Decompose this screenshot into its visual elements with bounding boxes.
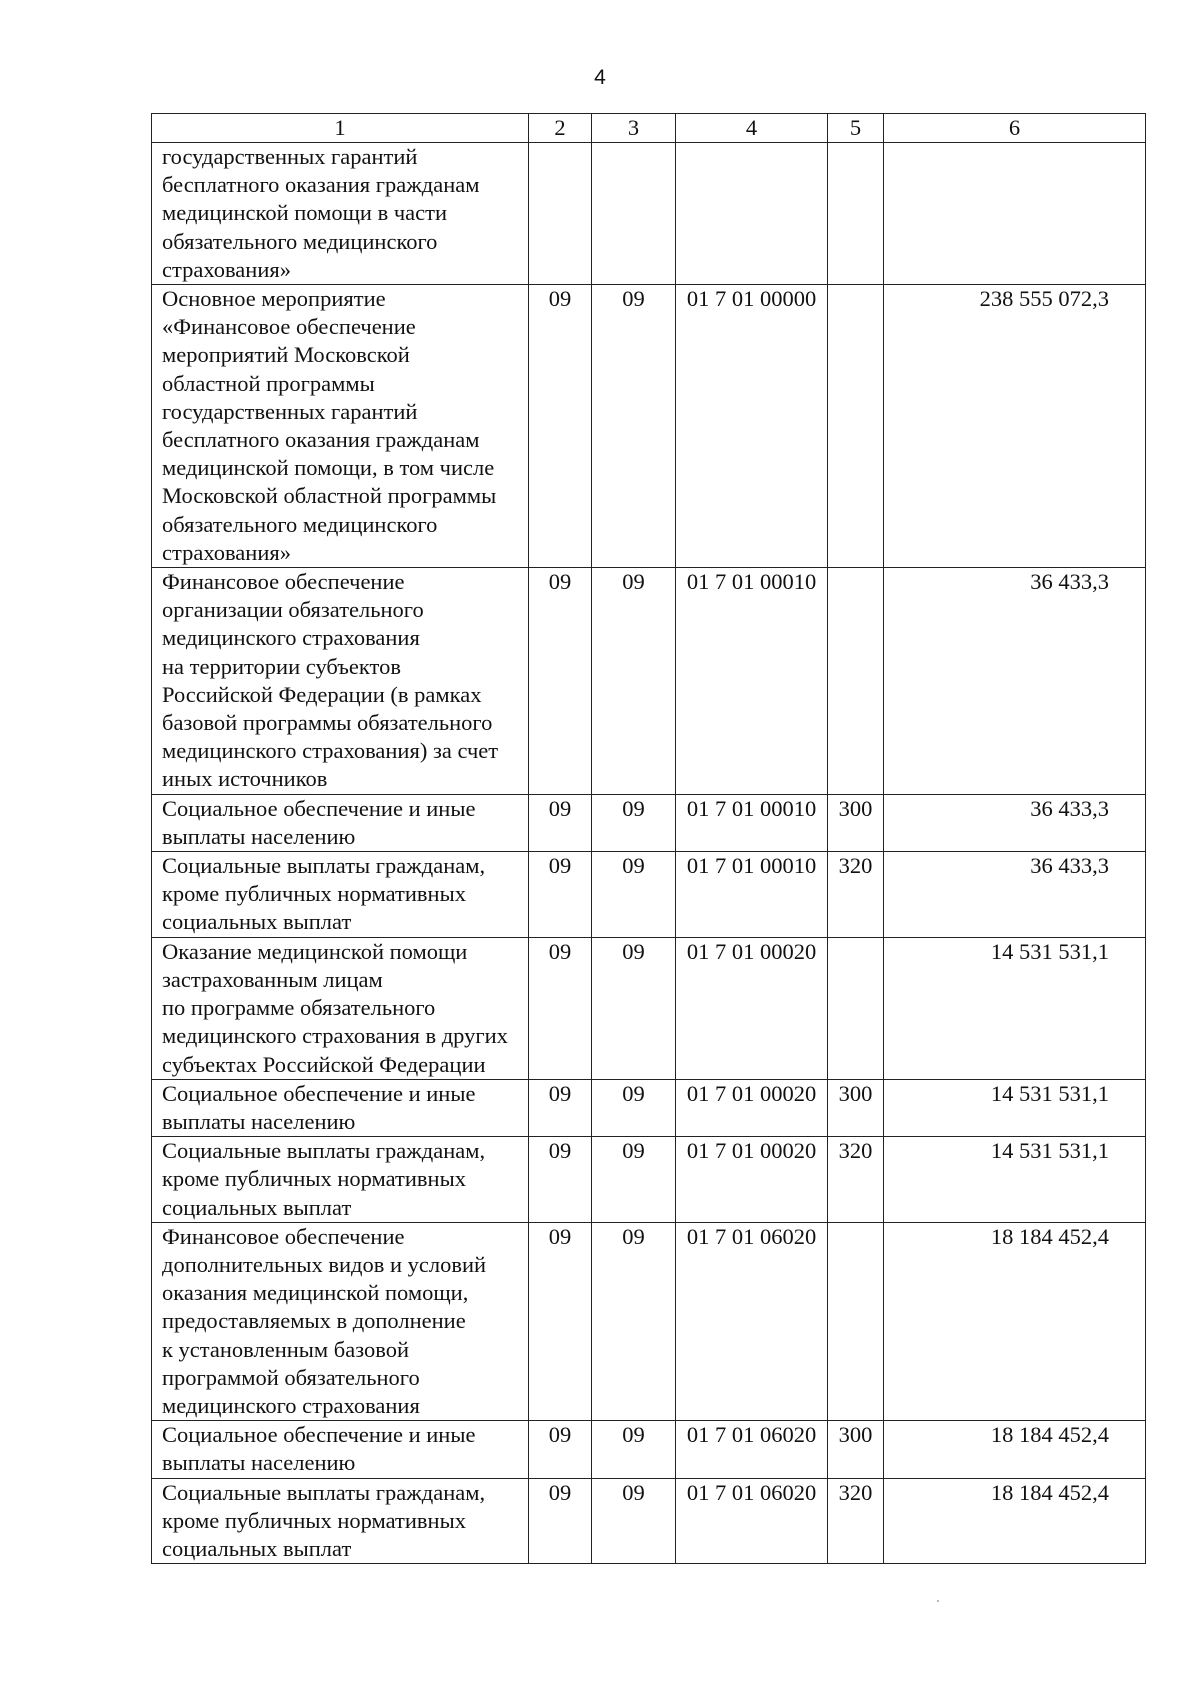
row-subsection-cell: 09 — [592, 285, 676, 568]
table-row — [152, 1222, 1146, 1420]
row-name-cell: Социальные выплаты гражданам, кроме публичных нормативных социальных выплат — [152, 852, 529, 938]
table-row — [152, 1079, 1146, 1136]
row-subsection-cell: 09 — [592, 937, 676, 1079]
row-type-cell — [828, 143, 884, 285]
scan-speck — [937, 1600, 939, 1602]
table-row — [152, 794, 1146, 851]
row-code-cell: 01 7 01 06020 — [676, 1478, 828, 1564]
header-col-4: 4 — [676, 114, 828, 143]
row-amount-cell: 36 433,3 — [884, 852, 1146, 938]
row-section-cell: 09 — [529, 1079, 592, 1136]
row-amount-cell: 36 433,3 — [884, 568, 1146, 795]
header-col-5: 5 — [828, 114, 884, 143]
row-type-cell — [828, 568, 884, 795]
header-col-6: 6 — [884, 114, 1146, 143]
row-code-cell: 01 7 01 00010 — [676, 568, 828, 795]
row-code-cell: 01 7 01 06020 — [676, 1421, 828, 1478]
row-section-cell: 09 — [529, 568, 592, 795]
row-type-cell: 300 — [828, 1079, 884, 1136]
row-subsection-cell: 09 — [592, 852, 676, 938]
table-row — [152, 1478, 1146, 1564]
row-subsection-cell: 09 — [592, 1079, 676, 1136]
table-body — [152, 143, 1146, 1564]
row-code-cell: 01 7 01 00010 — [676, 794, 828, 851]
table-row — [152, 852, 1146, 938]
row-type-cell: 320 — [828, 1137, 884, 1223]
row-subsection-cell: 09 — [592, 1421, 676, 1478]
row-name-cell: государственных гарантий бесплатного оказания гражданам медицинской помощи в части обязательного медицинского страхования» — [152, 143, 529, 285]
row-section-cell: 09 — [529, 794, 592, 851]
table-header — [152, 114, 1146, 143]
row-type-cell — [828, 937, 884, 1079]
row-section-cell: 09 — [529, 937, 592, 1079]
budget-table — [151, 113, 1146, 1564]
row-amount-cell: 14 531 531,1 — [884, 1137, 1146, 1223]
row-subsection-cell: 09 — [592, 1478, 676, 1564]
row-section-cell: 09 — [529, 1478, 592, 1564]
row-name-cell: Социальное обеспечение и иные выплаты населению — [152, 794, 529, 851]
row-amount-cell: 14 531 531,1 — [884, 937, 1146, 1079]
row-section-cell: 09 — [529, 1421, 592, 1478]
table-row — [152, 937, 1146, 1079]
row-code-cell: 01 7 01 00010 — [676, 852, 828, 938]
header-col-3: 3 — [592, 114, 676, 143]
row-amount-cell: 36 433,3 — [884, 794, 1146, 851]
row-code-cell: 01 7 01 06020 — [676, 1222, 828, 1420]
row-type-cell: 300 — [828, 1421, 884, 1478]
table-row — [152, 285, 1146, 568]
header-row — [152, 114, 1146, 143]
row-code-cell: 01 7 01 00020 — [676, 1137, 828, 1223]
row-code-cell: 01 7 01 00020 — [676, 937, 828, 1079]
row-section-cell: 09 — [529, 1222, 592, 1420]
row-code-cell: 01 7 01 00020 — [676, 1079, 828, 1136]
header-col-2: 2 — [529, 114, 592, 143]
row-subsection-cell: 09 — [592, 568, 676, 795]
row-name-cell: Социальное обеспечение и иные выплаты населению — [152, 1079, 529, 1136]
row-subsection-cell: 09 — [592, 1137, 676, 1223]
row-code-cell: 01 7 01 00000 — [676, 285, 828, 568]
row-code-cell — [676, 143, 828, 285]
row-subsection-cell: 09 — [592, 794, 676, 851]
table-row — [152, 1137, 1146, 1223]
row-name-cell: Социальные выплаты гражданам, кроме публичных нормативных социальных выплат — [152, 1137, 529, 1223]
row-subsection-cell — [592, 143, 676, 285]
page-number: 4 — [594, 66, 606, 89]
row-amount-cell: 18 184 452,4 — [884, 1222, 1146, 1420]
row-section-cell: 09 — [529, 852, 592, 938]
row-section-cell: 09 — [529, 285, 592, 568]
row-subsection-cell: 09 — [592, 1222, 676, 1420]
row-type-cell — [828, 285, 884, 568]
row-amount-cell: 18 184 452,4 — [884, 1421, 1146, 1478]
row-amount-cell: 238 555 072,3 — [884, 285, 1146, 568]
row-type-cell: 320 — [828, 1478, 884, 1564]
row-section-cell — [529, 143, 592, 285]
row-type-cell: 320 — [828, 852, 884, 938]
row-type-cell — [828, 1222, 884, 1420]
row-name-cell: Социальное обеспечение и иные выплаты населению — [152, 1421, 529, 1478]
row-amount-cell: 14 531 531,1 — [884, 1079, 1146, 1136]
row-name-cell: Социальные выплаты гражданам, кроме публичных нормативных социальных выплат — [152, 1478, 529, 1564]
row-name-cell: Финансовое обеспечение дополнительных видов и условий оказания медицинской помощи, предоставляемых в дополнение к установленным базовой программой обязательного медицинского страхования — [152, 1222, 529, 1420]
table-row — [152, 1421, 1146, 1478]
row-name-cell: Финансовое обеспечение организации обязательного медицинского страхования на территории субъектов Российской Федерации (в рамках базовой программы обязательного медицинского страхования) за счет иных источников — [152, 568, 529, 795]
row-amount-cell: 18 184 452,4 — [884, 1478, 1146, 1564]
row-amount-cell — [884, 143, 1146, 285]
row-type-cell: 300 — [828, 794, 884, 851]
row-name-cell: Основное мероприятие «Финансовое обеспечение мероприятий Московской областной программы государственных гарантий бесплатного оказания гражданам медицинской помощи, в том числе Московской областной программы обязательного медицинского страхования» — [152, 285, 529, 568]
table-row — [152, 143, 1146, 285]
table-row — [152, 568, 1146, 795]
row-section-cell: 09 — [529, 1137, 592, 1223]
header-col-1: 1 — [152, 114, 529, 143]
row-name-cell: Оказание медицинской помощи застрахованным лицам по программе обязательного медицинского страхования в других субъектах Российской Федерации — [152, 937, 529, 1079]
